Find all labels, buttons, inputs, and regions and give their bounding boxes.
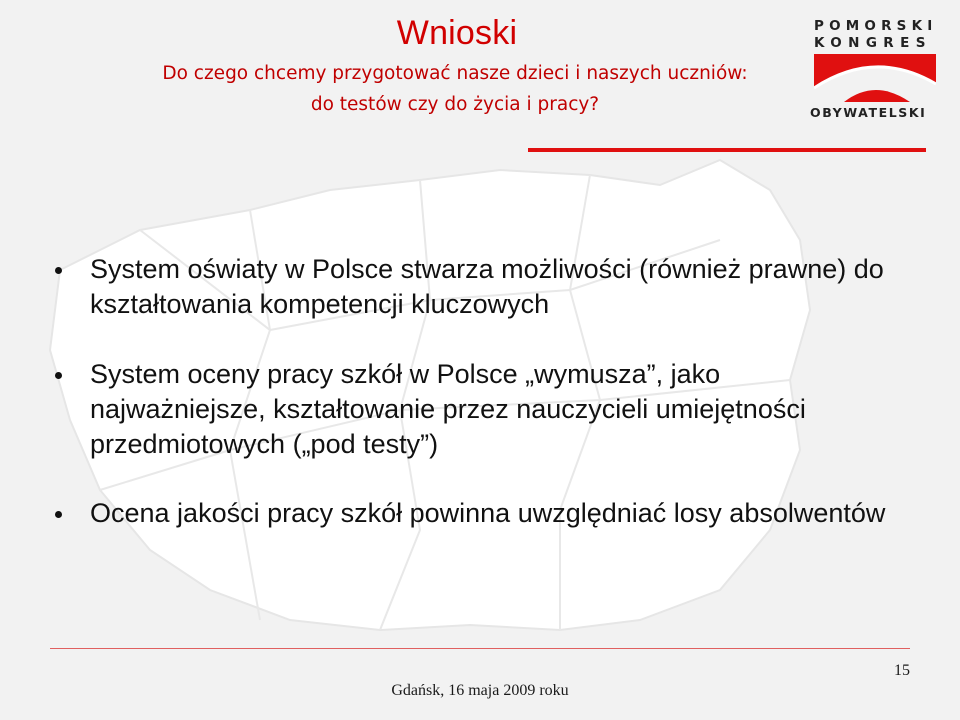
slide-title: Wnioski: [396, 14, 518, 52]
slide-subtitle: [60, 58, 850, 120]
bullet-text: System oceny pracy szkół w Polsce „wymusza”, jako najważniejsze, kształtowanie przez nauczycieli umiejętności przedmiotowych („pod testy”): [90, 359, 806, 459]
bullet-text: System oświaty w Polsce stwarza możliwości (również prawne) do kształtowania kompetencji kluczowych: [90, 254, 884, 319]
header-divider: [528, 148, 926, 152]
bullet-item: [40, 252, 900, 322]
logo-text-obywatelski: OBYWATELSKI: [810, 105, 927, 120]
subtitle-line-1: Do czego chcemy przygotować nasze dzieci i naszych uczniów:: [162, 63, 748, 84]
logo-text-kongres: KONGRES: [814, 35, 932, 51]
bullet-dot-icon: [55, 511, 62, 518]
page-number: 15: [894, 662, 910, 679]
footer-date: Gdańsk, 16 maja 2009 roku: [391, 682, 569, 699]
logo-text-pomorski: POMORSKI: [814, 18, 938, 34]
bullet-list: [40, 252, 900, 531]
bullet-text: Ocena jakości pracy szkół powinna uwzględniać losy absolwentów: [90, 498, 886, 528]
logo-roof-icon: [814, 54, 936, 102]
bullet-dot-icon: [55, 372, 62, 379]
subtitle-line-2: do testów czy do życia i pracy?: [310, 94, 600, 115]
bullet-dot-icon: [55, 267, 62, 274]
footer-divider: [50, 648, 910, 649]
pomorski-kongres-obywatelski-logo: [810, 18, 938, 122]
bullet-item: [40, 496, 900, 531]
bullet-item: [40, 357, 900, 462]
